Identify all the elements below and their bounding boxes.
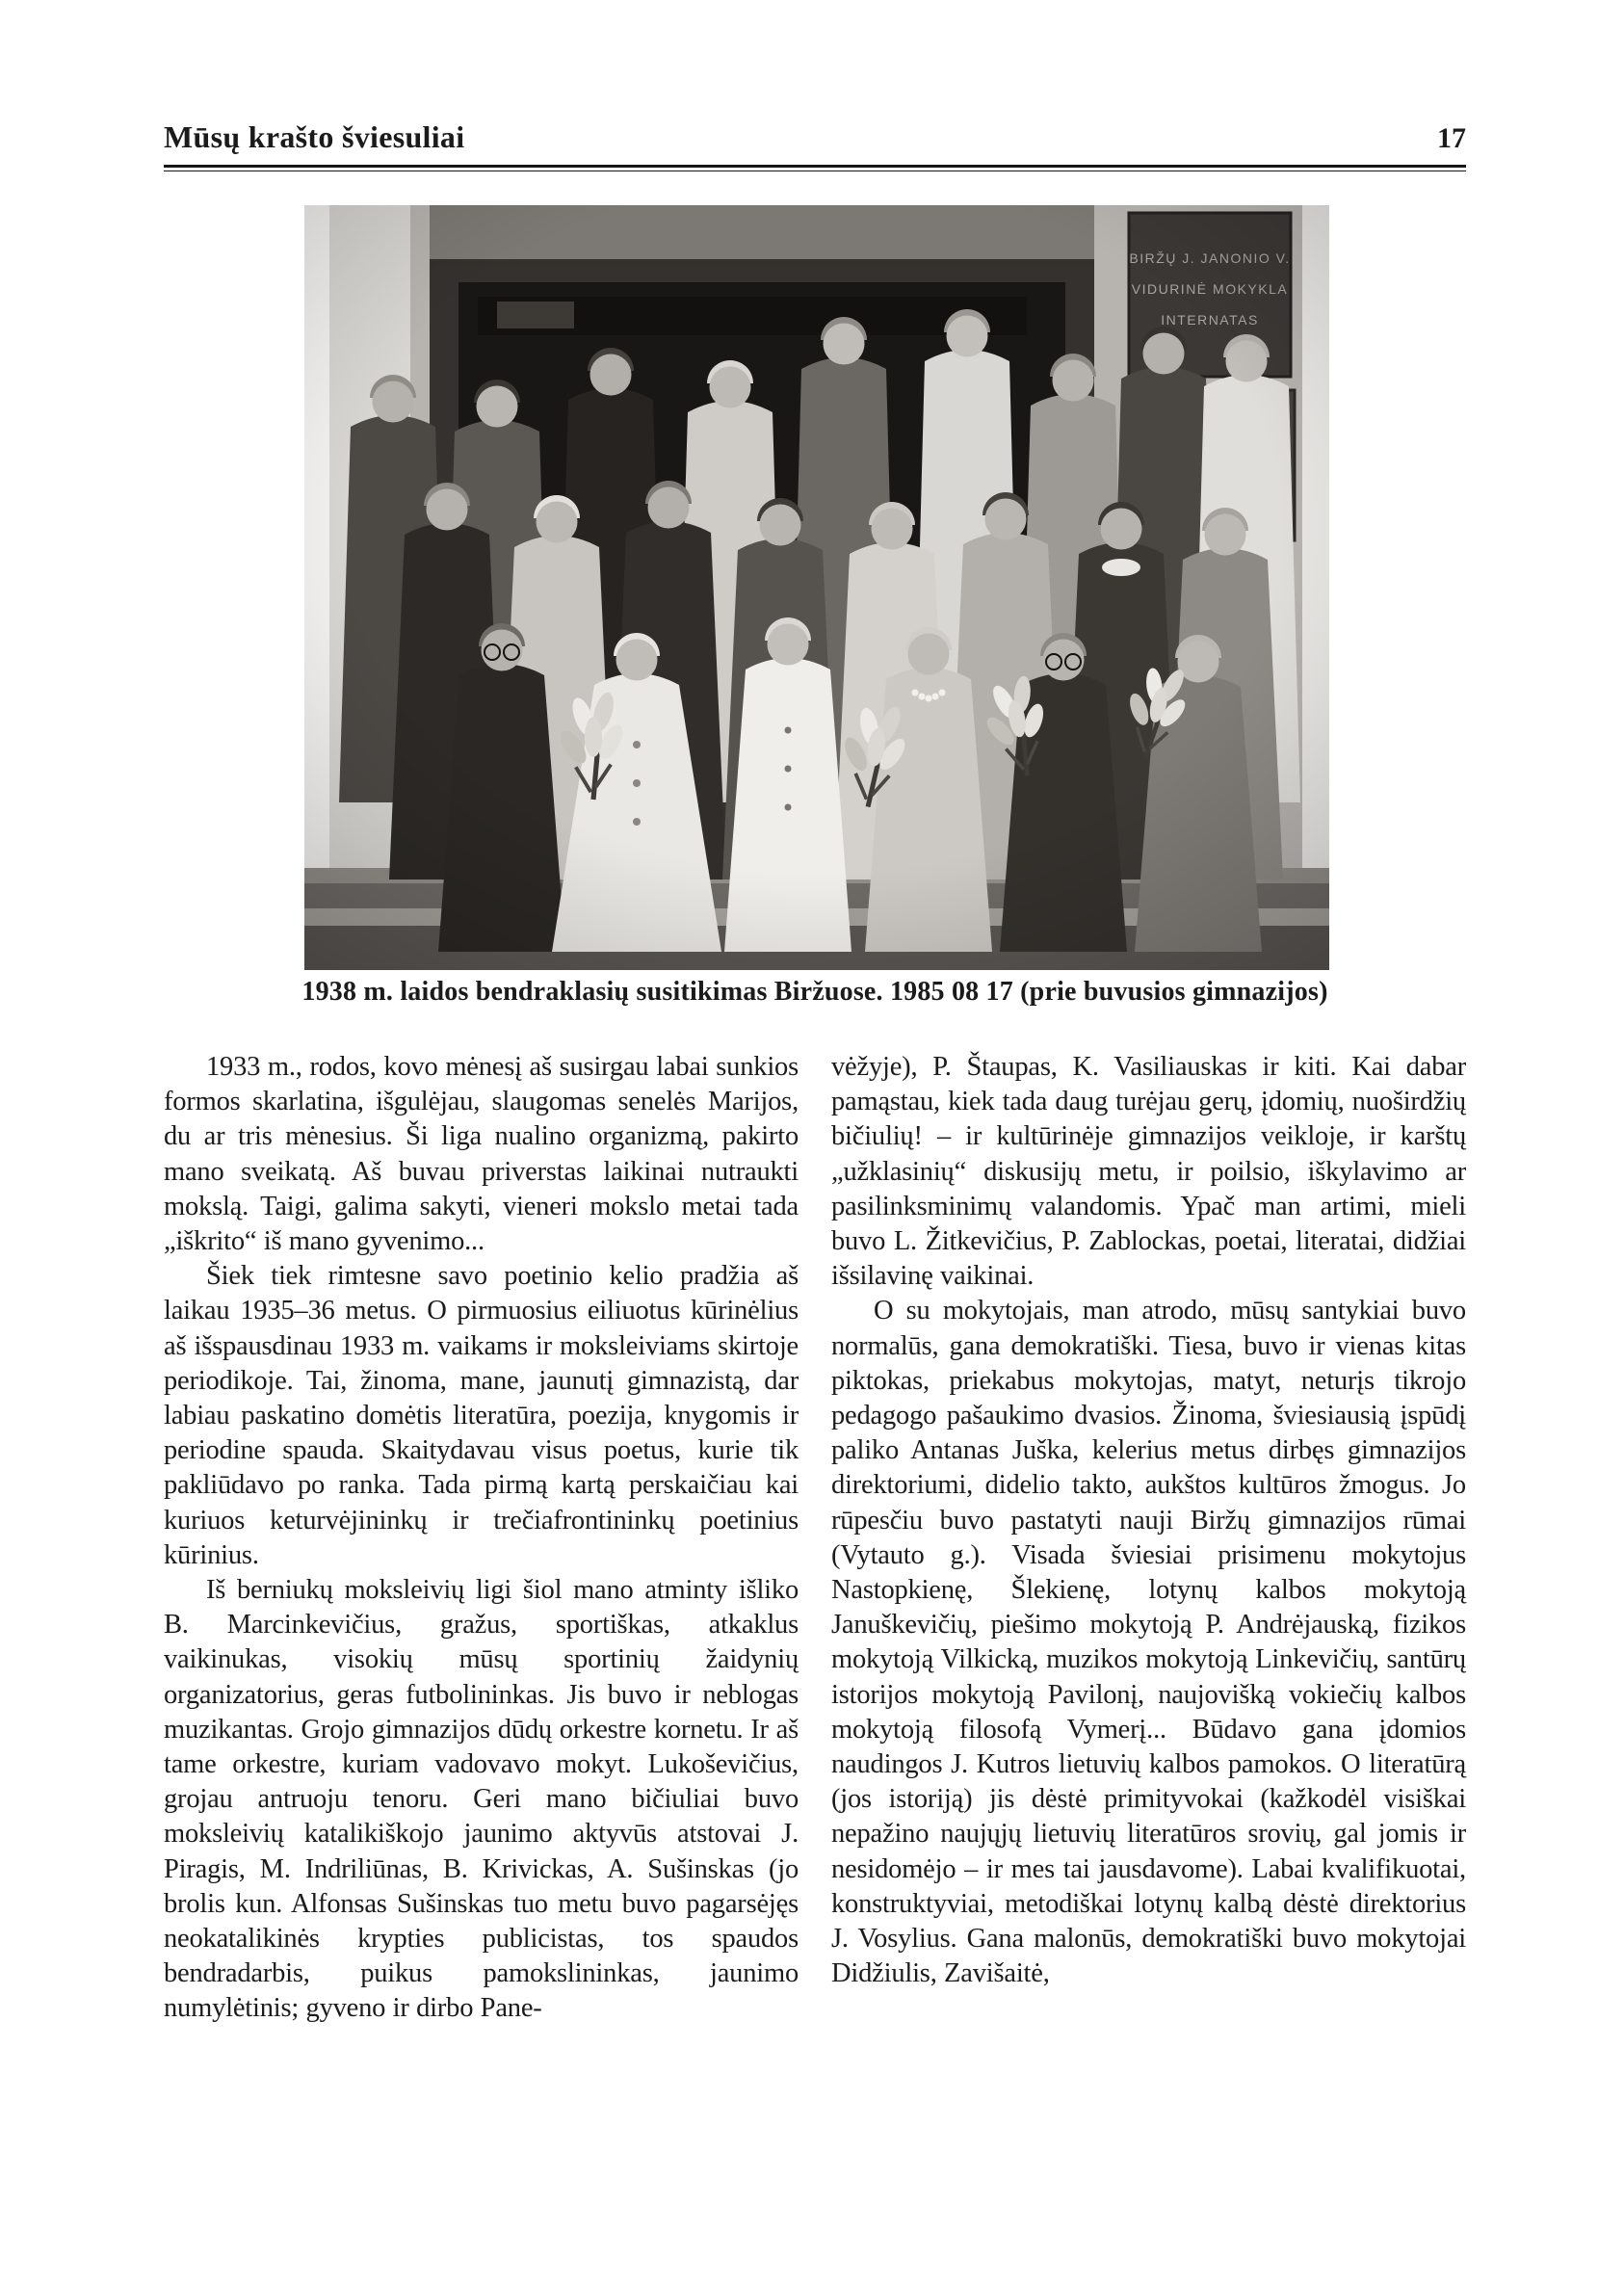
column-left <box>164 1050 799 2027</box>
article-columns <box>164 1050 1466 2027</box>
group-photo <box>304 205 1329 970</box>
paragraph: O su mokytojais, man atrodo, mūsų santykiai buvo normalūs, gana demokratiški. Tiesa, buvo ir vienas kitas piktokas, priekabus mokytojas, matyt, neturįs tikrojo pedagogo pašaukimo dvasios. Žinoma, šviesiausią įspūdį paliko Antanas Juška, kelerius metus dirbęs gimnazijos direktoriumi, didelio takto, aukštos kultūros žmogus. Jo rūpesčiu buvo pastatyti nauji Biržų gimnazijos rūmai (Vytauto g.). Visada šviesiai prisimenu mokytojus Nastopkienę, Šlekienę, lotynų kalbos mokytoją Januškevičių, piešimo mokytoją P. Andrėjauską, fizikos mokytoją Vilkicką, muzikos mokytoją Linkevičių, santūrų istorijos mokytoją Pavilonį, naujovišką vokiečių kalbos mokytoją filosofą Vymerį... Būdavo gana įdomios naudingos J. Kutros lietuvių kalbos pamokos. O literatūrą (jos istoriją) jis dėstė primityvokai (kažkodėl visiškai nepažino naujųjų lietuvių literatūros srovių, gal jomis ir nesidomėjo – ir mes tai jausdavome). Labai kvalifikuotai, konstruktyviai, metodiškai lotynų kalbą dėstė direktorius J. Vosylius. Gana malonūs, demokratiški buvo mokytojai Didžiulis, Zavišaitė, <box>831 1296 1466 1989</box>
page-header <box>164 119 1466 155</box>
photo-caption: 1938 m. laidos bendraklasių susitikimas Biržuose. 1985 08 17 (prie buvusios gimnazijos) <box>301 977 1328 1007</box>
paragraph: vėžyje), P. Štaupas, K. Vasiliauskas ir kiti. Kai dabar pamąstau, kiek tada daug turėjau gerų, įdomių, nuoširdžių bičiulių! – ir kultūrinėje gimnazijos veikloje, ir karštų „užklasinių“ diskusijų metu, ir poilsio, iškylavimo ar pasilinksminimų valandomis. Ypač man artimi, mieli buvo L. Žitkevičius, P. Zablockas, poetai, literatai, didžiai išsilavinę vaikinai. <box>831 1052 1466 1292</box>
paragraph: Šiek tiek rimtesne savo poetinio kelio pradžia aš laikau 1935–36 metus. O pirmuosius eiliuotus kūrinėlius aš išspausdinau 1933 m. vaikams ir moksleiviams skirtoje periodikoje. Tai, žinoma, mane, jaunutį gimnazistą, dar labiau paskatino domėtis literatūra, poezija, knygomis ir periodine spauda. Skaitydavau visus poetus, kurie tik pakliūdavo po ranka. Tada pirmą kartą perskaičiau kai kuriuos keturvėjininkų ir trečiafrontininkų poetinius kūrinius. <box>164 1261 799 1570</box>
photo-vignette <box>304 205 1329 970</box>
paragraph: 1933 m., rodos, kovo mėnesį aš susirgau labai sunkios formos skarlatina, išgulėjau, slaugomas senelės Marijos, du ar tris mėnesius. Ši liga nualino organizmą, pakirto mano sveikatą. Aš buvau priverstas laikinai nutraukti mokslą. Taigi, galima sakyti, vieneri mokslo metai tada „iškrito“ iš mano gyvenimo... <box>164 1052 799 1257</box>
column-right <box>831 1050 1466 2027</box>
header-rule <box>164 165 1466 171</box>
group-photo-illustration <box>304 205 1329 970</box>
running-title: Mūsų krašto šviesuliai <box>164 119 465 154</box>
page-number: 17 <box>1437 122 1466 154</box>
paragraph: Iš berniukų moksleivių ligi šiol mano atminty išliko B. Marcinkevičius, gražus, sportiškas, atkaklus vaikinukas, visokių mūsų sportinių žaidynių organizatorius, geras futbolininkas. Jis buvo ir neblogas muzikantas. Grojo gimnazijos dūdų orkestre kornetu. Ir aš tame orkestre, kuriam vadovavo mokyt. Lukoševičius, grojau antruoju tenoru. Geri mano bičiuliai buvo moksleivių katalikiškojo jaunimo aktyvūs atstovai J. Piragis, M. Indriliūnas, B. Krivickas, A. Sušinskas (jo brolis kun. Alfonsas Sušinskas tuo metu buvo pagarsėjęs neokatalikinės krypties publicistas, tos spaudos bendradarbis, puikus pamokslininkas, jaunimo numylėtinis; gyveno ir dirbo Pane- <box>164 1575 799 2024</box>
